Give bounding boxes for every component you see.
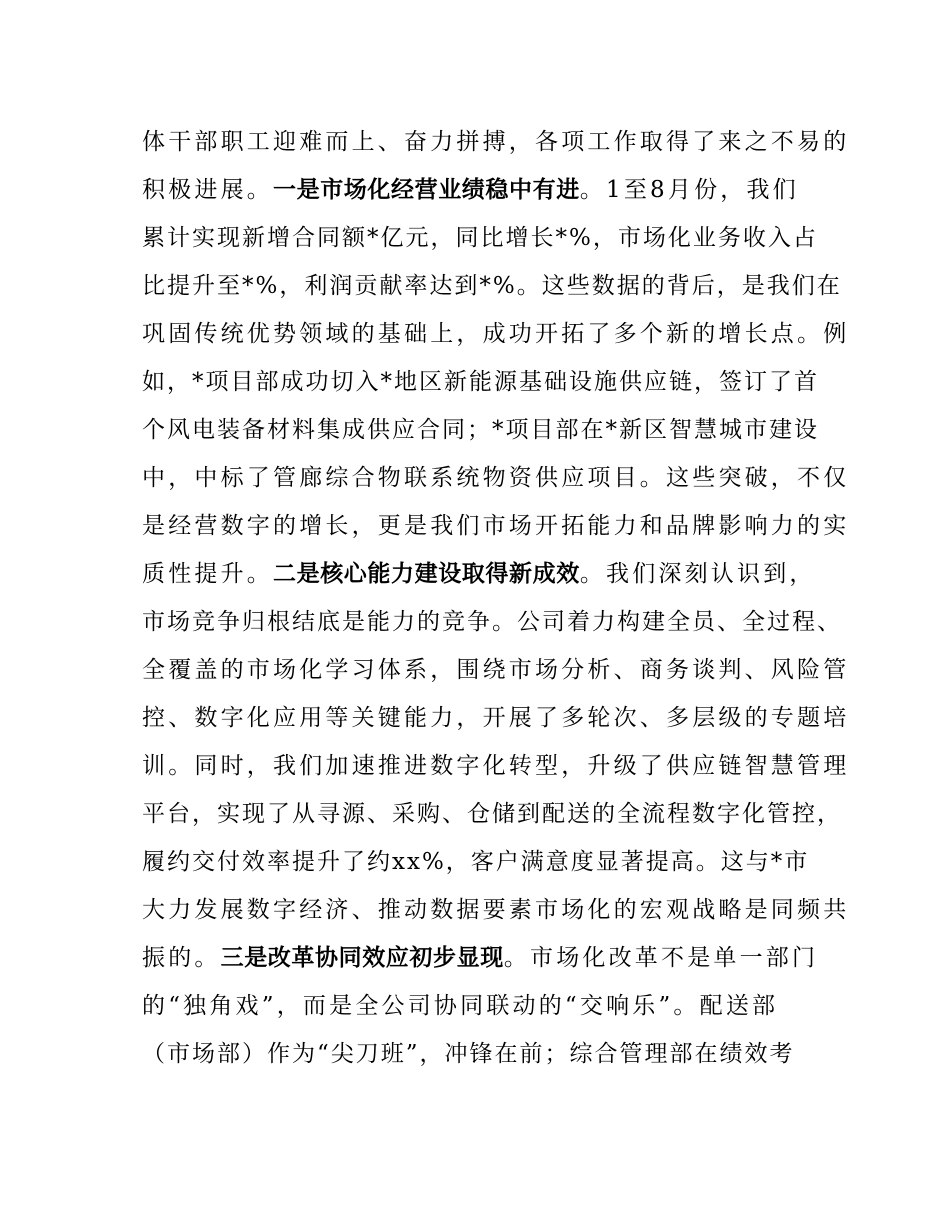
text-line	[142, 218, 818, 258]
text-line	[142, 362, 819, 402]
text-line	[142, 1034, 795, 1074]
text-span: 。1至8月份，我们	[579, 177, 799, 203]
text-line	[142, 122, 849, 162]
text-span: 市场竞争归根结底是能力的竞争。公司着力构建全员、全过程、	[142, 609, 842, 635]
text-span: 大力发展数字经济、推动数据要素市场化的宏观战略是同频共	[142, 897, 850, 923]
text-line	[142, 314, 849, 354]
text-span: 中，中标了管廊综合物联系统物资供应项目。这些突破，不仅	[142, 465, 850, 491]
text-line	[142, 746, 849, 786]
text-span: 是经营数字的增长，更是我们市场开拓能力和品牌影响力的实	[142, 513, 850, 539]
bold-heading: 三是改革协同效应初步显现	[220, 945, 504, 971]
text-line	[142, 698, 849, 738]
text-span: 。我们深刻认识到，	[579, 561, 816, 587]
text-line	[142, 554, 816, 594]
text-span: （市场部）作为“尖刀班”，冲锋在前；综合管理部在绩效考	[142, 1041, 795, 1067]
text-line	[142, 602, 842, 642]
text-line	[142, 458, 849, 498]
bold-heading: 二是核心能力建设取得新成效	[273, 561, 580, 587]
text-line	[142, 842, 809, 882]
text-line	[142, 170, 799, 210]
text-span: 振的。	[142, 945, 221, 971]
text-span: 比提升至*%，利润贡献率达到*%。这些数据的背后，是我们在	[142, 273, 842, 299]
text-span: 累计实现新增合同额*亿元，同比增长*%，市场化业务收入占	[142, 225, 818, 251]
bold-heading: 一是市场化经营业绩稳中有进	[273, 177, 580, 203]
text-span: 个风电装备材料集成供应合同；*项目部在*新区智慧城市建设	[142, 417, 819, 443]
text-line	[142, 650, 849, 690]
text-line	[142, 890, 849, 930]
text-line	[142, 266, 842, 306]
text-line	[142, 506, 849, 546]
text-span: 体干部职工迎难而上、奋力拼搏，各项工作取得了来之不易的	[142, 129, 850, 155]
text-span: 履约交付效率提升了约xx%，客户满意度显著提高。这与*市	[142, 849, 810, 875]
text-line	[142, 938, 818, 978]
text-span: 积极进展。	[142, 177, 273, 203]
text-span: 巩固传统优势领域的基础上，成功开拓了多个新的增长点。例	[142, 321, 850, 347]
text-span: 如，*项目部成功切入*地区新能源基础设施供应链，签订了首	[142, 369, 819, 395]
text-span: 的“独角戏”，而是全公司协同联动的“交响乐”。配送部	[142, 993, 779, 1019]
text-span: 训。同时，我们加速推进数字化转型，升级了供应链智慧管理	[142, 753, 850, 779]
text-span: 全覆盖的市场化学习体系，围绕市场分析、商务谈判、风险管	[142, 657, 850, 683]
text-line	[142, 794, 842, 834]
text-span: 。市场化改革不是单一部门	[503, 945, 819, 971]
text-span: 平台，实现了从寻源、采购、仓储到配送的全流程数字化管控，	[142, 801, 842, 827]
text-line	[142, 410, 819, 450]
text-line	[142, 986, 778, 1026]
text-span: 质性提升。	[142, 561, 273, 587]
text-span: 控、数字化应用等关键能力，开展了多轮次、多层级的专题培	[142, 705, 850, 731]
